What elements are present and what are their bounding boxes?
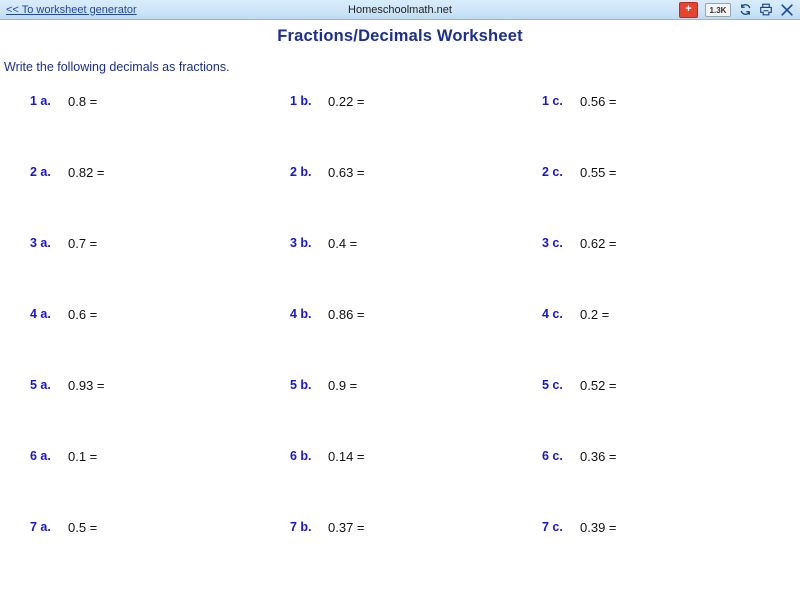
problem-item xyxy=(0,307,280,378)
problem-expression: 0.62 = xyxy=(580,236,617,251)
problem-expression: 0.86 = xyxy=(328,307,365,322)
problem-label: 1 b. xyxy=(290,94,312,108)
problem-item xyxy=(280,236,533,307)
problem-label: 1 c. xyxy=(542,94,563,108)
share-count-badge[interactable]: 1.3K xyxy=(705,3,731,17)
problem-label: 2 a. xyxy=(30,165,51,179)
problem-expression: 0.52 = xyxy=(580,378,617,393)
problem-label: 7 b. xyxy=(290,520,312,534)
close-icon[interactable] xyxy=(780,3,794,17)
problem-item xyxy=(280,378,533,449)
page-title: Fractions/Decimals Worksheet xyxy=(277,27,523,45)
instruction-text: Write the following decimals as fractions. xyxy=(4,60,230,74)
topbar-actions xyxy=(679,2,800,18)
problem-expression: 0.37 = xyxy=(328,520,365,535)
problem-label: 1 a. xyxy=(30,94,51,108)
problem-item xyxy=(533,94,800,165)
problem-item xyxy=(280,307,533,378)
problem-expression: 0.22 = xyxy=(328,94,365,109)
problem-expression: 0.36 = xyxy=(580,449,617,464)
problem-expression: 0.93 = xyxy=(68,378,105,393)
problem-expression: 0.1 = xyxy=(68,449,98,464)
problem-item xyxy=(533,449,800,520)
problem-expression: 0.63 = xyxy=(328,165,365,180)
problem-item xyxy=(0,378,280,449)
problem-label: 5 c. xyxy=(542,378,563,392)
problem-expression: 0.6 = xyxy=(68,307,98,322)
problem-label: 3 a. xyxy=(30,236,51,250)
browser-topbar xyxy=(0,0,800,20)
problem-label: 3 b. xyxy=(290,236,312,250)
problem-label: 7 c. xyxy=(542,520,563,534)
site-name-label: Homeschoolmath.net xyxy=(348,3,452,16)
problem-item xyxy=(533,520,800,591)
add-plus-icon[interactable]: + xyxy=(679,2,698,18)
problem-item xyxy=(0,165,280,236)
problem-label: 4 c. xyxy=(542,307,563,321)
problem-item xyxy=(0,94,280,165)
problem-expression: 0.2 = xyxy=(580,307,610,322)
problem-label: 2 b. xyxy=(290,165,312,179)
problem-expression: 0.55 = xyxy=(580,165,617,180)
problem-label: 3 c. xyxy=(542,236,563,250)
problem-label: 5 b. xyxy=(290,378,312,392)
back-to-generator-link[interactable]: << To worksheet generator xyxy=(6,3,137,16)
problem-expression: 0.39 = xyxy=(580,520,617,535)
problem-item xyxy=(0,236,280,307)
problem-item xyxy=(280,520,533,591)
print-icon[interactable] xyxy=(759,3,773,17)
problem-item xyxy=(0,520,280,591)
refresh-icon[interactable] xyxy=(738,3,752,17)
problem-label: 4 a. xyxy=(30,307,51,321)
problem-label: 6 c. xyxy=(542,449,563,463)
problem-expression: 0.5 = xyxy=(68,520,98,535)
problem-item xyxy=(533,165,800,236)
problem-expression: 0.4 = xyxy=(328,236,358,251)
problem-label: 6 a. xyxy=(30,449,51,463)
problem-expression: 0.82 = xyxy=(68,165,105,180)
problem-item xyxy=(280,94,533,165)
problem-grid xyxy=(0,94,800,591)
problem-item xyxy=(280,449,533,520)
problem-item xyxy=(533,378,800,449)
problem-item xyxy=(533,307,800,378)
problem-expression: 0.9 = xyxy=(328,378,358,393)
problem-expression: 0.8 = xyxy=(68,94,98,109)
worksheet xyxy=(0,27,800,607)
problem-label: 2 c. xyxy=(542,165,563,179)
problem-item xyxy=(280,165,533,236)
problem-item xyxy=(533,236,800,307)
problem-item xyxy=(0,449,280,520)
problem-expression: 0.7 = xyxy=(68,236,98,251)
problem-label: 4 b. xyxy=(290,307,312,321)
problem-label: 7 a. xyxy=(30,520,51,534)
problem-label: 6 b. xyxy=(290,449,312,463)
problem-expression: 0.56 = xyxy=(580,94,617,109)
problem-label: 5 a. xyxy=(30,378,51,392)
problem-expression: 0.14 = xyxy=(328,449,365,464)
